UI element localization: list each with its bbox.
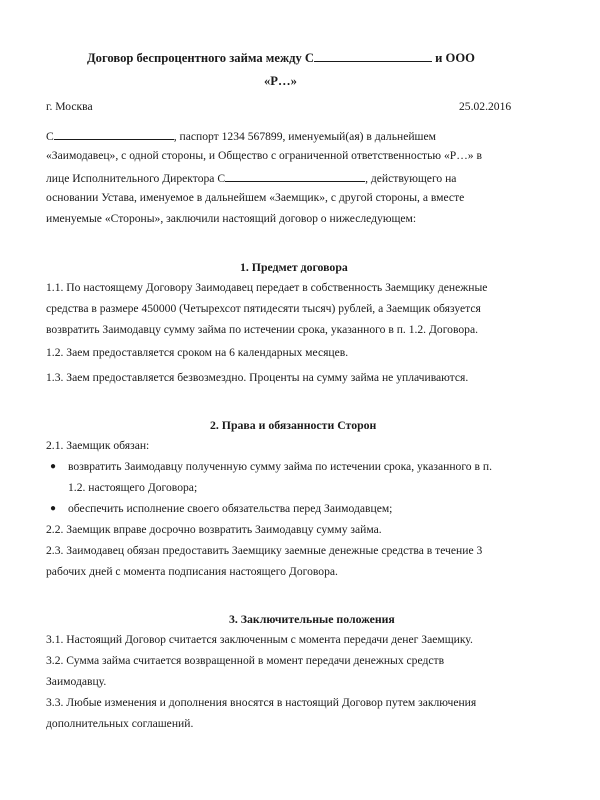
bullet-1-line-1: возвратить Заимодавцу полученную сумму займа по истечении срока, указанного в п. bbox=[68, 460, 492, 473]
clause-1-1-line-2: средства в размере 450000 (Четырехсот пятидесяти тысяч) рублей, а Заемщик обязуется bbox=[46, 302, 481, 315]
clause-1-1-line-3: возвратить Заимодавцу сумму займа по истечении срока, указанного в п. 1.2. Договора. bbox=[46, 323, 478, 336]
intro-line-3 bbox=[46, 170, 516, 186]
title-text-end: и ООО bbox=[435, 51, 475, 65]
intro-line-1 bbox=[46, 128, 516, 144]
section-2-heading: 2. Права и обязанности Сторон bbox=[210, 418, 377, 432]
bullet-dot-icon: ● bbox=[50, 503, 57, 514]
clause-2-2: 2.2. Заемщик вправе досрочно возвратить Заимодавцу сумму займа. bbox=[46, 523, 382, 536]
title-text-start: Договор беспроцентного займа между С bbox=[87, 51, 314, 65]
intro-text: , паспорт 1234 567899, именуемый(ая) в дальнейшем bbox=[173, 130, 436, 143]
director-name-blank bbox=[225, 170, 365, 182]
clause-2-1: 2.1. Заемщик обязан: bbox=[46, 439, 150, 452]
bullet-1-line-2: 1.2. настоящего Договора; bbox=[68, 481, 198, 494]
clause-2-3-line-1: 2.3. Заимодавец обязан предоставить Заемщику заемные денежные средства в течение 3 bbox=[46, 544, 483, 557]
clause-1-2: 1.2. Заем предоставляется сроком на 6 календарных месяцев. bbox=[46, 346, 349, 359]
intro-text: , действующего на bbox=[365, 172, 457, 185]
bullet-2: обеспечить исполнение своего обязательства перед Заимодавцем; bbox=[68, 502, 393, 515]
clause-1-3: 1.3. Заем предоставляется безвозмездно. Проценты на сумму займа не уплачиваются. bbox=[46, 371, 469, 384]
intro-line-4: основании Устава, именуемое в дальнейшем «Заемщик», с другой стороны, а вместе bbox=[46, 191, 465, 204]
intro-line-5: именуемые «Стороны», заключили настоящий договор о нижеследующем: bbox=[46, 212, 417, 225]
title-name-blank bbox=[314, 50, 432, 62]
date: 25.02.2016 bbox=[459, 100, 512, 113]
clause-3-3-line-2: дополнительных соглашений. bbox=[46, 717, 194, 730]
intro-line-2: «Заимодавец», с одной стороны, и Общество с ограниченной ответственностью «Р…» в bbox=[46, 149, 482, 162]
clause-1-1-line-1: 1.1. По настоящему Договору Заимодавец передает в собственность Заемщику денежные bbox=[46, 281, 488, 294]
bullet-dot-icon: ● bbox=[50, 461, 57, 472]
document-title-line2: «Р…» bbox=[264, 74, 297, 88]
clause-3-1: 3.1. Настоящий Договор считается заключенным с момента передачи денег Заемщику. bbox=[46, 633, 473, 646]
lender-name-blank bbox=[54, 128, 174, 140]
clause-3-3-line-1: 3.3. Любые изменения и дополнения вносятся в настоящий Договор путем заключения bbox=[46, 696, 477, 709]
intro-text: лице Исполнительного Директора С bbox=[46, 172, 226, 185]
section-1-heading: 1. Предмет договора bbox=[240, 260, 348, 274]
section-3-heading: 3. Заключительные положения bbox=[229, 612, 395, 626]
clause-3-2-line-1: 3.2. Сумма займа считается возвращенной в момент передачи денежных средств bbox=[46, 654, 445, 667]
clause-2-3-line-2: рабочих дней с момента подписания настоящего Договора. bbox=[46, 565, 338, 578]
city: г. Москва bbox=[46, 100, 93, 113]
document-title-line1 bbox=[87, 50, 475, 65]
clause-3-2-line-2: Заимодавцу. bbox=[46, 675, 107, 688]
intro-text: С bbox=[46, 130, 54, 143]
